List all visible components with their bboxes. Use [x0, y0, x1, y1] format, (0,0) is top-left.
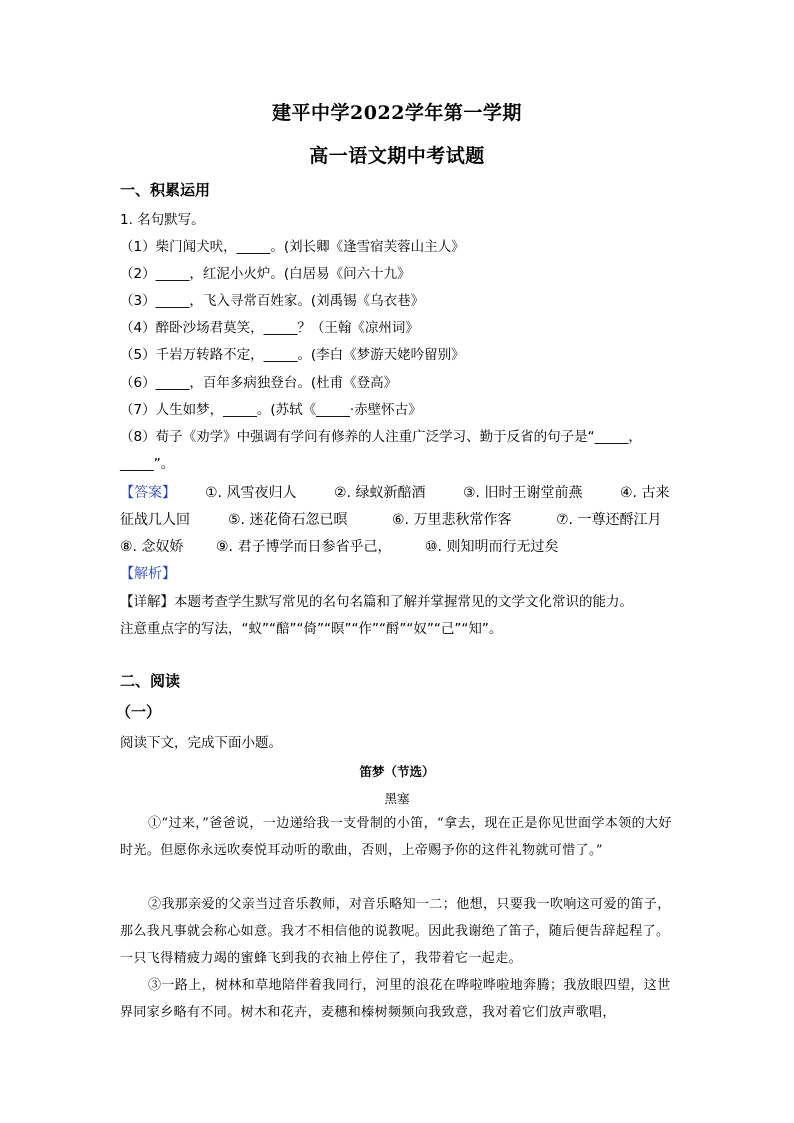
section-heading-accumulation: 一、积累运用 [120, 181, 211, 199]
question-item: （5）千岩万转路不定，_____。(李白《梦游天姥吟留别》 [120, 347, 465, 363]
analysis-label: 【解析】 [120, 566, 176, 582]
answer-item: ⑥. 万里悲秋常作客 [392, 512, 512, 528]
reading-instruction: 阅读下文，完成下面小题。 [120, 735, 282, 751]
answer-item: ⑩. 则知明而行无过矣 [425, 539, 559, 555]
article-paragraph: ③一路上，树林和草地陪伴着我同行，河里的浪花在哗啦哗啦地奔腾；我放眼四望，这世界同家乡略有不同。树木和花卉，麦穗和榛树频频向我致意，我对着它们放声歌唱， [120, 978, 671, 1020]
question-item: （2）_____，红泥小火炉。(白居易《问六十九》 [120, 266, 411, 282]
answer-item: ③. 旧时王谢堂前燕 [463, 485, 583, 501]
article-title: 笛梦（节选） [359, 764, 435, 779]
answer-item: ①. 风雪夜归人 [205, 485, 297, 501]
article-paragraph: ①“过来，”爸爸说，一边递给我一支骨制的小笛，“拿去，现在正是你见世面学本领的大好时光。但愿你永远吹奏悦耳动听的歌曲，否则，上帝赐予你的这件礼物就可惜了。” [120, 816, 672, 858]
answer-item: ②. 绿蚁新醅酒 [334, 485, 426, 501]
article-author: 黑塞 [384, 791, 410, 806]
question-item: （7）人生如梦，_____。(苏轼《_____·赤壁怀古》 [120, 402, 422, 418]
document-title: 建平中学2022学年第一学期 [272, 102, 522, 124]
question-item: （1）柴门闻犬吠，_____。(刘长卿《逢雪宿芙蓉山主人》 [120, 239, 465, 255]
subsection-number: （一） [116, 703, 162, 721]
answer-item: ④. 古来 [620, 485, 670, 501]
question-item: _____”。 [120, 456, 175, 472]
question-item: （6）_____，百年多病独登台。(杜甫《登高》 [120, 375, 398, 391]
answer-item: ⑦. 一尊还酹江月 [556, 512, 662, 528]
answer-item: ⑨. 君子博学而日参省乎己， [216, 539, 392, 555]
article-paragraph: ②我那亲爱的父亲当过音乐教师，对音乐略知一二；他想，只要我一吹响这可爱的笛子，那么我凡事就会称心如意。我才不相信他的说教呢。因此我谢绝了笛子，随后便告辞起程了。一只飞得精疲力竭的蜜蜂飞到我的衣袖上停住了，我带着它一起走。 [120, 897, 671, 966]
document-subtitle: 高一语文期中考试题 [309, 145, 485, 167]
analysis-detail: 【详解】本题考查学生默写常见的名句名篇和了解并掌握常见的文学文化常识的能力。 [120, 594, 633, 610]
answer-item: 征战几人回 [120, 512, 190, 528]
answer-item: ⑧. 念奴娇 [120, 539, 184, 555]
question-item: （4）醉卧沙场君莫笑，_____？（王翰《凉州词》 [120, 320, 419, 336]
answer-item: ⑤. 迷花倚石忽已暝 [228, 512, 348, 528]
question-item: （3）_____，飞入寻常百姓家。(刘禹锡《乌衣巷》 [120, 293, 425, 309]
analysis-detail: 注意重点字的写法，“蚁”“醅”“倚”“暝”“作”“酹”“奴”“己”“知”。 [120, 621, 503, 637]
question-item: （8）荀子《劝学》中强调有学问有修养的人注重广泛学习、勤于反省的句子是“_____， [120, 429, 642, 445]
question-stem: 1. 名句默写。 [120, 212, 205, 228]
section-heading-reading: 二、阅读 [120, 672, 181, 690]
answer-label: 【答案】 [120, 485, 176, 501]
